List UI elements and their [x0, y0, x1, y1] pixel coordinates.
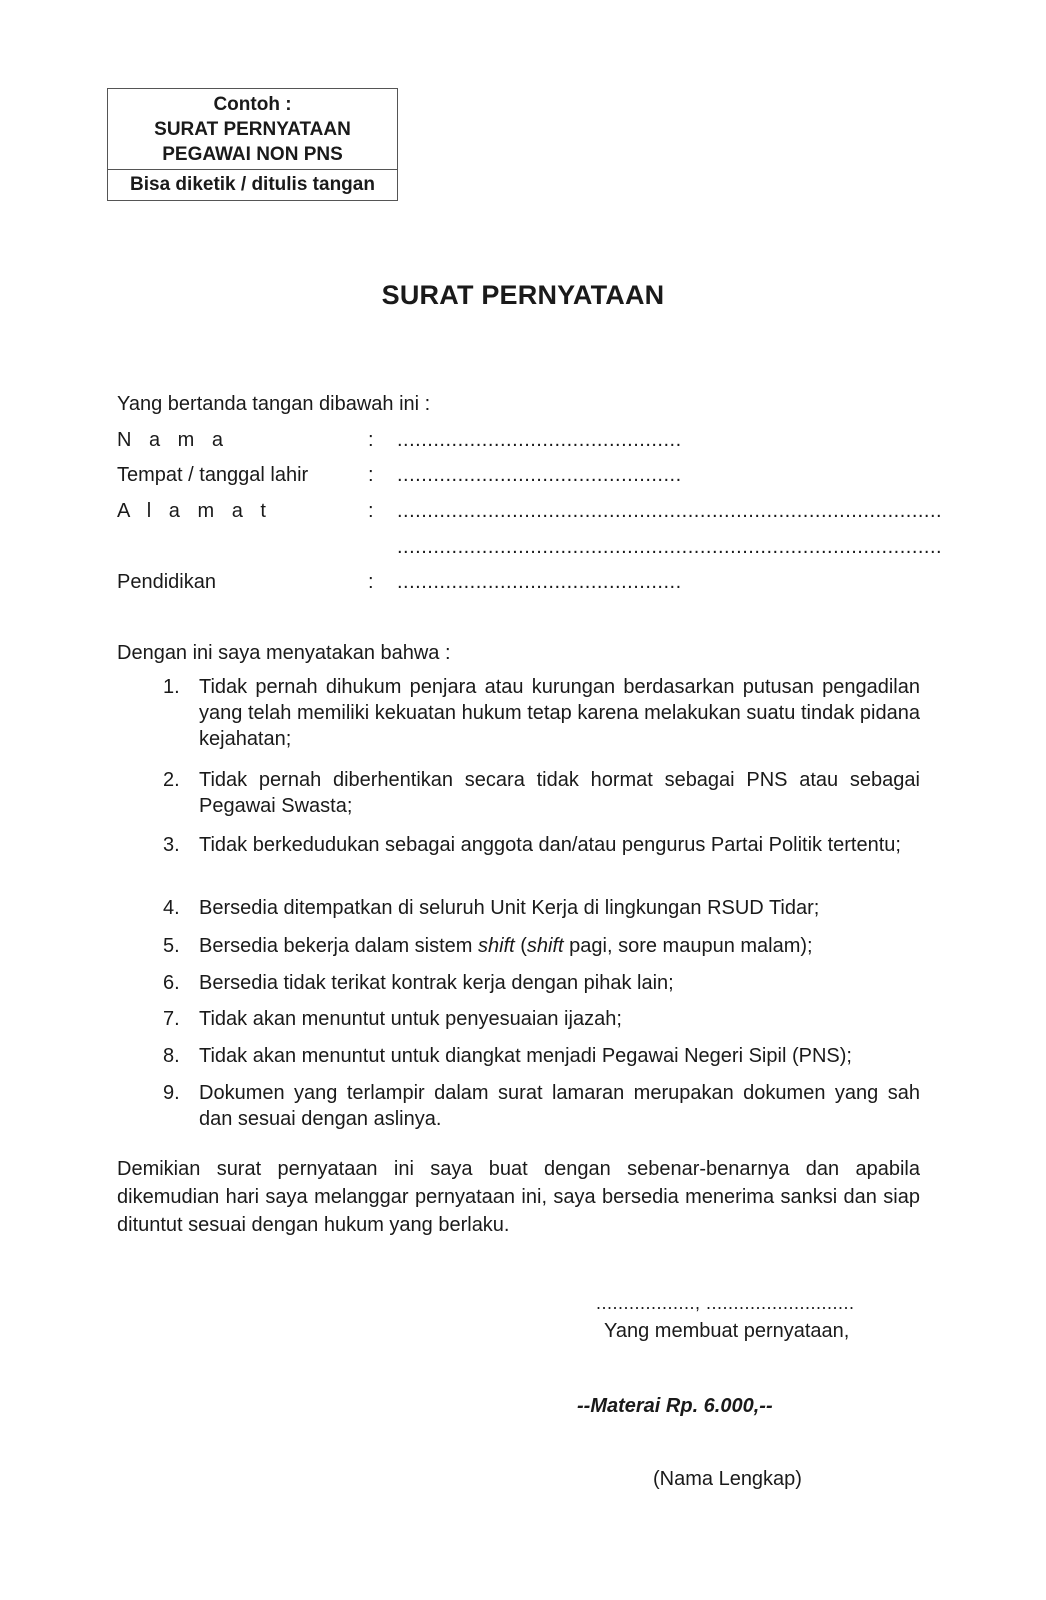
list-item: [117, 832, 920, 858]
field-label: N a m a: [117, 429, 230, 451]
list-item-text: Tidak akan menuntut untuk diangkat menjadi Pegawai Negeri Sipil (PNS);: [199, 1045, 852, 1067]
field-dots[interactable]: ...............................................: [397, 429, 682, 451]
list-item: [117, 895, 920, 921]
sample-box-note: Bisa diketik / ditulis tangan: [130, 174, 375, 195]
signature-place-date[interactable]: .................., ...........................: [596, 1293, 855, 1313]
field-alamat[interactable]: [117, 500, 943, 524]
list-item: [117, 674, 920, 752]
signature-maker-label: Yang membuat pernyataan,: [604, 1320, 850, 1342]
list-item-text: [199, 933, 920, 959]
list-item-text-italic: shift: [478, 935, 515, 957]
list-item-text: Tidak pernah dihukum penjara atau kurungan berdasarkan putusan pengadilan yang telah memiliki kekuatan hukum tetap karena melakukan suatu tindak pidana kejahatan;: [199, 676, 920, 750]
list-item-text-italic: shift: [526, 935, 564, 957]
list-item-number: 3.: [163, 834, 180, 856]
list-item-number: 5.: [163, 935, 180, 957]
field-dots[interactable]: ..........................................................................................: [397, 536, 943, 558]
list-item-text-part: pagi, sore maupun malam);: [563, 935, 813, 957]
sample-box-line1: Contoh :: [213, 94, 292, 115]
list-item: [117, 1080, 920, 1132]
field-dots[interactable]: ..........................................................................................: [397, 500, 943, 522]
field-label: Pendidikan: [117, 571, 216, 593]
list-item-number: 1.: [163, 676, 180, 698]
field-colon: :: [368, 464, 374, 486]
field-colon: :: [368, 429, 374, 451]
list-item-number: 9.: [163, 1082, 180, 1104]
field-label: A l a m a t: [117, 500, 272, 522]
list-item-text: Tidak berkedudukan sebagai anggota dan/atau pengurus Partai Politik tertentu;: [199, 834, 901, 856]
field-colon: :: [368, 571, 374, 593]
list-item-text-part: Bersedia bekerja dalam sistem: [199, 935, 479, 957]
list-item: [117, 767, 920, 819]
list-item-text: Dokumen yang terlampir dalam surat lamaran merupakan dokumen yang sah dan sesuai dengan aslinya.: [199, 1082, 920, 1130]
field-pendidikan[interactable]: [117, 571, 937, 595]
list-item: [117, 1043, 920, 1069]
revenue-stamp-label: --Materai Rp. 6.000,--: [577, 1395, 773, 1417]
sample-box: [107, 88, 398, 201]
list-item-number: 2.: [163, 769, 180, 791]
sample-box-header: [108, 89, 397, 170]
document-title: SURAT PERNYATAAN: [381, 280, 665, 310]
field-alamat-continuation[interactable]: [117, 536, 943, 560]
signature-full-name: (Nama Lengkap): [653, 1468, 802, 1490]
closing-paragraph: Demikian surat pernyataan ini saya buat dengan sebenar-benarnya dan apabila dikemudian hari saya melanggar pernyataan ini, saya bersedia menerima sanksi dan siap dituntut sesuai dengan hukum yang berlaku.: [117, 1158, 920, 1236]
list-item-text-part: (: [514, 935, 527, 957]
list-item: [117, 1006, 920, 1032]
intro-text: Yang bertanda tangan dibawah ini :: [117, 393, 431, 415]
list-item-number: 6.: [163, 972, 180, 994]
sample-box-line3: PEGAWAI NON PNS: [162, 144, 343, 165]
field-dots[interactable]: ...............................................: [397, 571, 682, 593]
list-item: [117, 970, 920, 996]
list-item-text: Tidak pernah diberhentikan secara tidak hormat sebagai PNS atau sebagai Pegawai Swasta;: [199, 769, 920, 817]
field-label: Tempat / tanggal lahir: [117, 464, 309, 486]
field-tempat-tanggal-lahir[interactable]: [117, 464, 937, 488]
list-item-text: Bersedia ditempatkan di seluruh Unit Kerja di lingkungan RSUD Tidar;: [199, 897, 820, 919]
list-item-number: 8.: [163, 1045, 180, 1067]
field-colon: :: [368, 500, 374, 522]
list-item-number: 4.: [163, 897, 180, 919]
list-item-text: Tidak akan menuntut untuk penyesuaian ijazah;: [199, 1008, 622, 1030]
field-dots[interactable]: ...............................................: [397, 464, 682, 486]
list-item: [117, 933, 920, 959]
sample-box-line2: SURAT PERNYATAAN: [154, 119, 351, 140]
list-item-number: 7.: [163, 1008, 180, 1030]
list-item-text: Bersedia tidak terikat kontrak kerja dengan pihak lain;: [199, 972, 674, 994]
statement-intro: Dengan ini saya menyatakan bahwa :: [117, 642, 451, 664]
field-nama[interactable]: [117, 429, 937, 453]
